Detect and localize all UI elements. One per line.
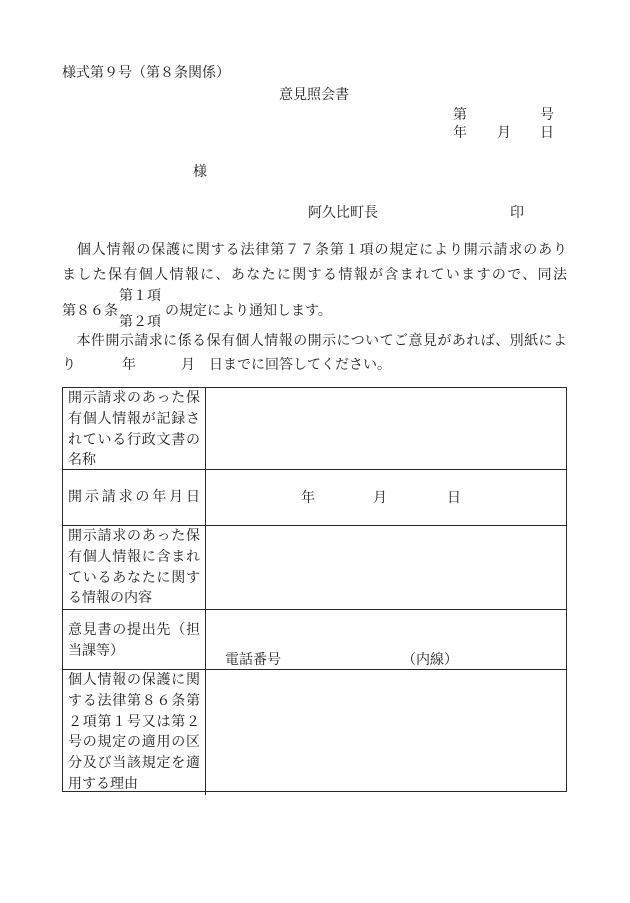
table-row-submission-destination bbox=[63, 609, 566, 669]
label-line: する法律第８６条第 bbox=[68, 692, 200, 709]
label-line: 号の規定の適用の区 bbox=[68, 734, 200, 751]
label-line: 開示請求の年月日 bbox=[68, 489, 200, 506]
body-paragraph-2-tail: 日までに回答してください。 bbox=[209, 357, 391, 373]
article-reference: 第８６条 bbox=[62, 303, 118, 319]
label-line: ２項第１号又は第２ bbox=[68, 713, 200, 730]
reply-deadline-month: 月 bbox=[181, 357, 195, 373]
form-number: 様式第９号（第８条関係） bbox=[62, 65, 230, 81]
extension-label: （内線） bbox=[402, 652, 458, 668]
seal-mark: 印 bbox=[510, 205, 524, 221]
label-line: 有個人情報に含まれ bbox=[68, 548, 200, 565]
table-label-cell bbox=[63, 610, 206, 669]
body-paragraph-2-start: り bbox=[62, 357, 76, 373]
request-date-day: 日 bbox=[447, 490, 461, 506]
label-line: 開示請求のあった保 bbox=[68, 390, 200, 406]
label-line: ているあなたに関す bbox=[68, 569, 200, 586]
label-line: 個人情報の保護に関 bbox=[68, 672, 200, 688]
table-label-cell bbox=[63, 470, 206, 525]
doc-number-prefix: 第 bbox=[453, 107, 467, 123]
sender-name: 阿久比町長 bbox=[308, 205, 378, 221]
body-paragraph-1-line-2: ました保有個人情報に、あなたに関する情報が含まれていますので、同法 bbox=[62, 267, 567, 283]
reply-deadline-year: 年 bbox=[122, 357, 136, 373]
table-value-cell bbox=[206, 610, 566, 669]
request-date-month: 月 bbox=[373, 490, 387, 506]
table-label-cell bbox=[63, 670, 206, 795]
inquiry-table bbox=[62, 387, 567, 792]
doc-number-suffix: 号 bbox=[540, 107, 554, 123]
table-label-cell bbox=[63, 388, 206, 469]
table-value-cell bbox=[206, 526, 566, 609]
document-title: 意見照会書 bbox=[279, 87, 349, 103]
table-value-cell bbox=[206, 388, 566, 469]
phone-number-label: 電話番号 bbox=[225, 652, 281, 668]
body-paragraph-2-line-1: 本件開示請求に係る保有個人情報の開示についてご意見があれば、別紙によ bbox=[62, 333, 567, 349]
clause-option-1: 第１項 bbox=[119, 288, 161, 304]
table-label-cell bbox=[63, 526, 206, 609]
label-line: る情報の内容 bbox=[68, 590, 152, 607]
date-year: 年 bbox=[453, 125, 467, 141]
body-paragraph-1-tail: の規定により通知します。 bbox=[165, 303, 332, 319]
request-date-year: 年 bbox=[301, 490, 315, 506]
date-month: 月 bbox=[497, 125, 511, 141]
table-row-application-reason bbox=[63, 669, 566, 795]
addressee-suffix: 様 bbox=[193, 164, 207, 180]
label-line: 分及び当該規定を適 bbox=[68, 755, 200, 772]
table-row-info-content bbox=[63, 525, 566, 609]
table-value-cell bbox=[206, 470, 566, 525]
label-line: 名称 bbox=[68, 452, 96, 469]
label-line: 有個人情報が記録さ bbox=[68, 410, 200, 427]
label-line: 用する理由 bbox=[68, 775, 138, 792]
table-row-request-date bbox=[63, 469, 566, 525]
date-day: 日 bbox=[540, 125, 554, 141]
label-line: れている行政文書の bbox=[68, 431, 200, 448]
body-paragraph-1-line-1: 個人情報の保護に関する法律第７７条第１項の規定により開示請求のあり bbox=[62, 242, 567, 258]
label-line: 開示請求のあった保 bbox=[68, 528, 200, 544]
table-value-cell bbox=[206, 670, 566, 795]
label-line: 意見書の提出先（担 bbox=[68, 622, 200, 638]
label-line: 当課等） bbox=[68, 642, 124, 659]
clause-option-2: 第２項 bbox=[119, 314, 161, 330]
table-row-document-name bbox=[63, 388, 566, 469]
